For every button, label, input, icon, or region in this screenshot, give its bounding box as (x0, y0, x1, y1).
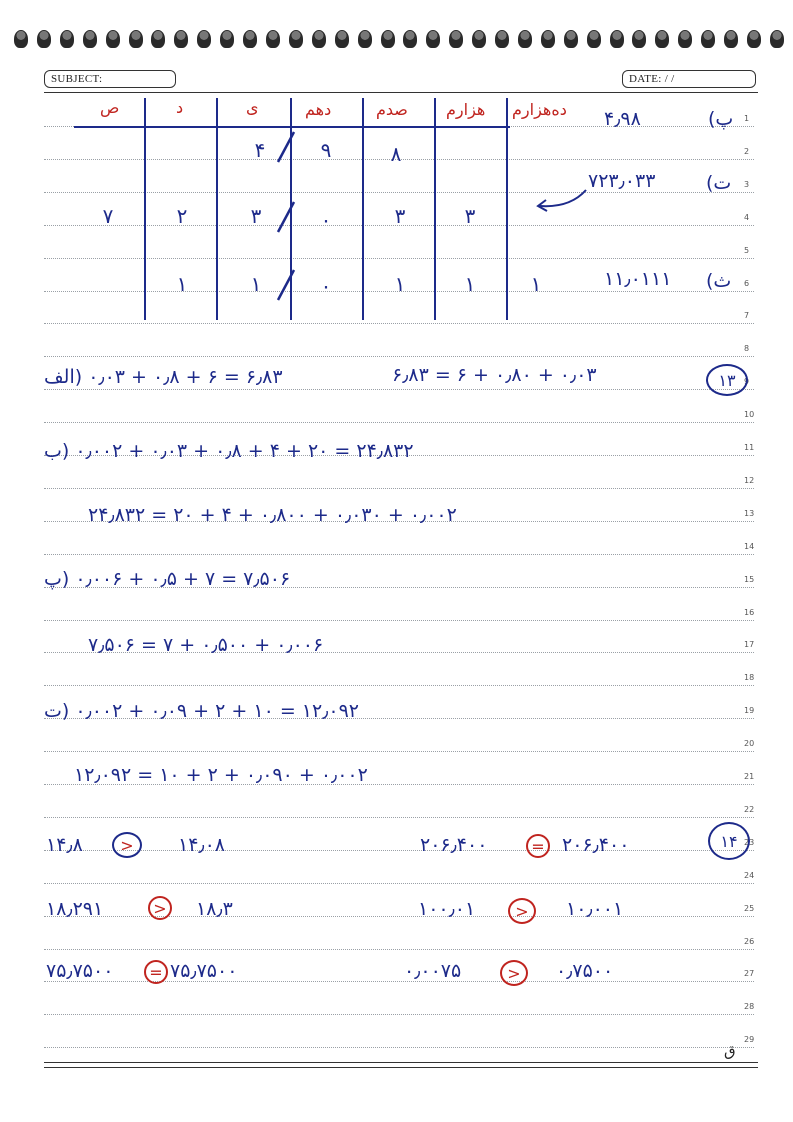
ruled-line (44, 323, 754, 324)
table-cell: ۳ (250, 204, 262, 228)
comparison-value: ۲۰۶٫۴۰۰ (420, 834, 488, 856)
line-number: 25 (744, 904, 755, 913)
table-cell: ۱ (394, 272, 406, 296)
comparison-value: ۱۴٫۸ (46, 834, 83, 856)
ruled-line (44, 488, 754, 489)
table-cell: ۷ (102, 204, 114, 228)
equation: ۱۲٫۰۹۲ = ۱۰ + ۲ + ۰٫۰۹۰ + ۰٫۰۰۲ (74, 764, 368, 786)
equation: ۲۴٫۸۳۲ = ۲۰ + ۴ + ۰٫۸ + ۰٫۰۳ + ۰٫۰۰۲ (ب (44, 440, 414, 462)
ruled-line (44, 620, 754, 621)
line-number: 1 (744, 114, 750, 123)
line-number: 6 (744, 279, 750, 288)
line-number: 20 (744, 739, 755, 748)
ruled-line (44, 751, 754, 752)
table-cell: ۹ (320, 138, 332, 162)
equation: ۲۴٫۸۳۲ = ۲۰ + ۴ + ۰٫۸۰۰ + ۰٫۰۳۰ + ۰٫۰۰۲ (88, 504, 457, 526)
subject-label: SUBJECT: (51, 73, 103, 85)
comparison-operator: > (508, 898, 536, 924)
comparison-value: ۷۵٫۷۵۰۰ (170, 960, 238, 982)
line-number: 2 (744, 147, 750, 156)
line-number: 19 (744, 706, 755, 715)
ruled-line (44, 883, 754, 884)
comparison-operator: > (148, 896, 172, 920)
comparison-operator: > (112, 832, 142, 858)
line-number: 21 (744, 772, 755, 781)
footer-rule (44, 1067, 758, 1068)
line-number: 26 (744, 937, 755, 946)
table-col-divider (144, 98, 146, 320)
equation: ۷٫۵۰۶ = ۷ + ۰٫۵۰۰ + ۰٫۰۰۶ (88, 634, 324, 656)
ruled-line (44, 1014, 754, 1015)
comparison-value: ۱۰٫۰۰۱ (566, 898, 624, 920)
table-header: ص (100, 98, 120, 117)
ruled-line (44, 554, 754, 555)
ruled-line (44, 258, 754, 259)
comparison-value: ۰٫۰۰۷۵ (404, 960, 462, 982)
table-col-divider (434, 98, 436, 320)
line-number: 4 (744, 213, 750, 222)
line-number: 11 (744, 443, 755, 452)
table-header: صدم (376, 100, 408, 119)
line-number: 3 (744, 180, 750, 189)
equation: ۶٫۸۳ = ۶ + ۰٫۸ + ۰٫۰۳ (الف (44, 366, 283, 388)
line-number: 28 (744, 1002, 755, 1011)
ruled-line (44, 389, 754, 390)
row-label: ت) (706, 172, 732, 194)
line-number: 17 (744, 640, 755, 649)
comparison-value: ۲۰۶٫۴۰۰ (562, 834, 630, 856)
ruled-line (44, 949, 754, 950)
ruled-line (44, 685, 754, 686)
comparison-operator: = (526, 834, 550, 858)
comparison-value: ۰٫۷۵۰۰ (556, 960, 614, 982)
line-number: 9 (744, 377, 750, 386)
table-cell: ۰ (320, 208, 332, 232)
table-cell: ۰ (320, 274, 332, 298)
comparison-value: ۷۵٫۷۵۰۰ (46, 960, 114, 982)
table-cell: ۸ (390, 142, 402, 166)
comparison-value: ۱۸٫۲۹۱ (46, 898, 104, 920)
line-number: 8 (744, 344, 750, 353)
equation: ۷٫۵۰۶ = ۷ + ۰٫۵ + ۰٫۰۰۶ (پ (44, 568, 291, 590)
footer-rule (44, 1062, 758, 1063)
row-label: ث) (706, 270, 732, 292)
comparison-value: ۱۸٫۳ (196, 898, 233, 920)
ruled-line (44, 850, 754, 851)
ruled-line (44, 356, 754, 357)
line-number: 27 (744, 969, 755, 978)
date-field (622, 70, 756, 88)
row-number: ۴٫۹۸ (604, 108, 641, 130)
line-number: 29 (744, 1035, 755, 1044)
ruled-line (44, 1047, 754, 1048)
line-number: 7 (744, 311, 750, 320)
table-header: د (176, 98, 184, 117)
table-col-divider (362, 98, 364, 320)
subject-field (44, 70, 176, 88)
question-number: ۱۴ (708, 822, 750, 860)
question-number: ۱۳ (706, 364, 748, 396)
table-header-rule (74, 126, 510, 128)
table-cell: ۲ (176, 204, 188, 228)
line-number: 18 (744, 673, 755, 682)
table-header: ی (246, 98, 259, 117)
line-number: 16 (744, 608, 755, 617)
comparison-operator: > (500, 960, 528, 986)
ruled-line (44, 192, 754, 193)
arrow-icon (530, 186, 590, 216)
header-rule (44, 92, 758, 93)
row-label: پ) (708, 108, 734, 130)
equation: ۶٫۸۳ = ۶ + ۰٫۸۰ + ۰٫۰۳ (392, 364, 597, 386)
table-cell: ۴ (254, 138, 266, 162)
table-cell: ۱ (176, 272, 188, 296)
line-number: 13 (744, 509, 755, 518)
line-number: 24 (744, 871, 755, 880)
notebook-logo: ق (724, 1042, 736, 1060)
row-number: ۷۲۳٫۰۳۳ (588, 170, 656, 192)
line-number: 10 (744, 410, 755, 419)
line-number: 22 (744, 805, 755, 814)
line-number: 5 (744, 246, 750, 255)
table-cell: ۳ (394, 204, 406, 228)
table-header: ده‌هزارم (512, 100, 567, 119)
table-cell: ۱ (464, 272, 476, 296)
line-number: 15 (744, 575, 755, 584)
ruled-line (44, 817, 754, 818)
date-label: DATE: / / (629, 73, 675, 85)
line-number: 23 (744, 838, 755, 847)
table-header: هزارم (446, 100, 486, 119)
table-cell: ۱ (250, 272, 262, 296)
line-number: 14 (744, 542, 755, 551)
equation: ۱۲٫۰۹۲ = ۱۰ + ۲ + ۰٫۰۹ + ۰٫۰۰۲ (ت (44, 700, 359, 722)
table-col-divider (216, 98, 218, 320)
table-cell: ۱ (530, 272, 542, 296)
comparison-value: ۱۴٫۰۸ (178, 834, 225, 856)
comparison-operator: = (144, 960, 168, 984)
ruled-line (44, 422, 754, 423)
comparison-value: ۱۰۰٫۰۱ (418, 898, 476, 920)
line-number: 12 (744, 476, 755, 485)
table-cell: ۳ (464, 204, 476, 228)
spiral-binding (14, 26, 784, 52)
row-number: ۱۱٫۰۱۱۱ (604, 268, 672, 290)
table-header: دهم (305, 100, 332, 119)
